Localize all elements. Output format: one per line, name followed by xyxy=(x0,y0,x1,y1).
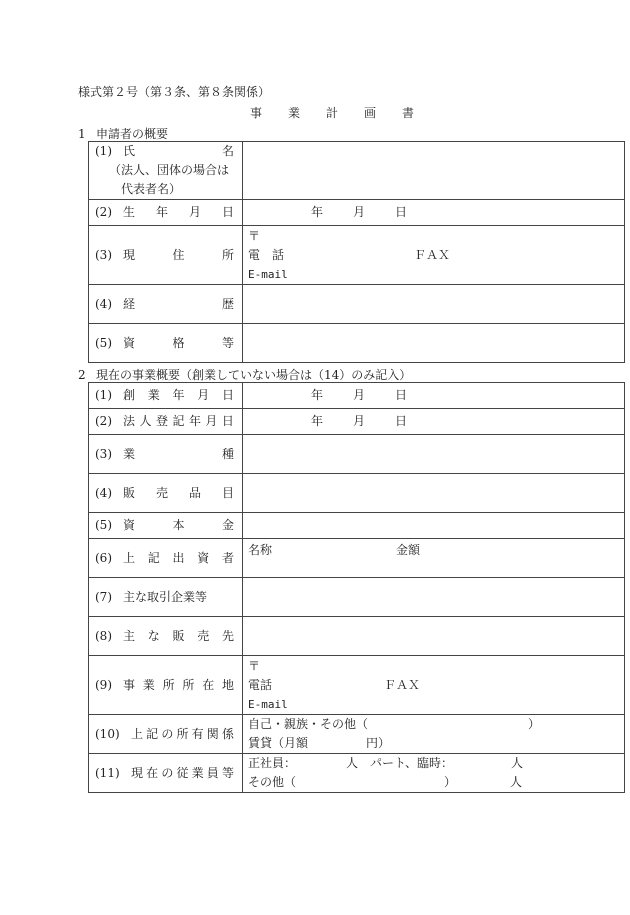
career-field[interactable] xyxy=(243,285,625,324)
investor-name-label: 名称 xyxy=(248,543,273,557)
section-title: 申請者の概要 xyxy=(96,127,169,141)
label-char: 資 xyxy=(123,335,136,350)
investor-amount-label: 金額 xyxy=(396,543,421,557)
label-char: 関 xyxy=(206,726,219,741)
document-title: 事業計画書 xyxy=(250,106,441,120)
label-birthdate: (2) 生 年 月 日 xyxy=(89,200,243,226)
label-char: 上 xyxy=(123,550,136,565)
label-char: 記 xyxy=(147,550,160,565)
label-char: 業 xyxy=(142,677,155,692)
office-location-field[interactable] xyxy=(243,656,625,715)
tel-label: 電話 xyxy=(248,677,273,692)
label-char: 員 xyxy=(206,765,219,780)
label-char: 名 xyxy=(221,144,234,158)
label-capital: (5) 資 本 金 xyxy=(89,513,243,539)
label-char: 月 xyxy=(188,205,201,219)
label-registration-date: (2) 法 人 登 記 年 月 日 xyxy=(89,409,243,435)
section-number: 2 xyxy=(78,368,86,382)
email-label: E-mail xyxy=(248,697,288,711)
section-1-heading xyxy=(78,125,168,142)
label-char: 人 xyxy=(139,414,152,428)
birthdate-field[interactable]: 年 月 日 xyxy=(243,200,625,226)
label-char: 記 xyxy=(172,414,185,428)
label-char: 出 xyxy=(172,550,185,565)
label-char: 先 xyxy=(221,628,234,643)
label-char: 法 xyxy=(123,414,136,428)
label-char: 地 xyxy=(221,677,234,692)
label-char: 等 xyxy=(221,765,234,780)
label-char: 在 xyxy=(202,677,215,692)
label-ownership: (10) 上 記 の 所 有 関 係 xyxy=(89,715,243,754)
label-char: 主 xyxy=(123,628,136,643)
industry-field[interactable] xyxy=(243,435,625,474)
label-char: 売 xyxy=(155,485,168,500)
label-char: 創 xyxy=(123,388,136,402)
label-char: 生 xyxy=(123,205,136,219)
label-char: 所 xyxy=(182,677,195,692)
label-char: 所 xyxy=(176,726,189,741)
label-char: 資 xyxy=(197,550,210,565)
label-char: 上 xyxy=(131,726,144,741)
business-overview-table xyxy=(88,382,625,793)
label-char: 所 xyxy=(162,677,175,692)
label-char: 売 xyxy=(197,628,210,643)
label-char: 金 xyxy=(221,518,234,532)
founding-date-field[interactable]: 年 月 日 xyxy=(243,383,625,409)
label-investors: (6) 上 記 出 資 者 xyxy=(89,539,243,578)
label-char: 住 xyxy=(172,247,185,262)
investors-field[interactable] xyxy=(243,539,625,578)
label-char: 業 xyxy=(147,388,160,402)
label-career: (4) 経 歴 xyxy=(89,285,243,324)
label-char: 年 xyxy=(172,388,185,402)
name-field[interactable] xyxy=(243,142,625,200)
capital-field[interactable] xyxy=(243,513,625,539)
label-founding-date: (1) 創 業 年 月 日 xyxy=(89,383,243,409)
label-char: 日 xyxy=(221,414,234,428)
label-employees: (11) 現 在 の 従 業 員 等 xyxy=(89,754,243,793)
form-number: 様式第２号（第３条、第８条関係） xyxy=(78,85,271,99)
postal-mark: 〒 xyxy=(248,228,261,243)
label-name: (1) 氏 名 （法人、団体の場合は 代表者名） xyxy=(89,142,243,200)
fax-label: ＦＡＸ xyxy=(384,677,421,692)
label-char: 経 xyxy=(123,296,136,311)
spaced-label xyxy=(123,142,242,161)
label-char: 種 xyxy=(221,446,234,461)
label-office-location: (9) 事 業 所 所 在 地 xyxy=(89,656,243,715)
main-customers-field[interactable] xyxy=(243,617,625,656)
label-char: 記 xyxy=(146,726,159,741)
registration-date-field[interactable]: 年 月 日 xyxy=(243,409,625,435)
label-char: 月 xyxy=(205,414,218,428)
tel-label: 電話 xyxy=(248,247,297,262)
label-char: 従 xyxy=(176,765,189,780)
label-char: 年 xyxy=(188,414,201,428)
label-char: の xyxy=(161,765,174,780)
employees-field[interactable]: 正社員： 人 パート、臨時： 人 その他（ ） 人 xyxy=(243,754,625,793)
section-title: 現在の事業概要（創業していない場合は（14）のみ記入） xyxy=(96,368,412,382)
label-industry: (3) 業 種 xyxy=(89,435,243,474)
label-char: 資 xyxy=(123,518,136,532)
postal-mark: 〒 xyxy=(248,658,261,673)
label-char: 年 xyxy=(155,205,168,219)
label-char: な xyxy=(147,628,160,643)
label-char: 業 xyxy=(191,765,204,780)
label-main-partners: (7) 主な取引企業等 xyxy=(89,578,243,617)
fax-label: ＦＡＸ xyxy=(414,247,451,262)
label-char: 有 xyxy=(191,726,204,741)
label-char: 格 xyxy=(172,335,185,350)
label-char: 氏 xyxy=(123,144,136,158)
label-char: 販 xyxy=(123,485,136,500)
label-char: 事 xyxy=(123,677,136,692)
label-char: 目 xyxy=(221,485,234,500)
section-number: 1 xyxy=(78,127,86,141)
label-products: (4) 販 売 品 目 xyxy=(89,474,243,513)
label-qualifications: (5) 資 格 等 xyxy=(89,324,243,363)
email-label: E-mail xyxy=(248,267,288,281)
label-char: 所 xyxy=(221,247,234,262)
label-char: 歴 xyxy=(221,296,234,311)
label-char: 業 xyxy=(123,446,136,461)
label-char: 等 xyxy=(221,335,234,350)
label-char: 品 xyxy=(188,485,201,500)
label-char: 現 xyxy=(131,765,144,780)
label-char: 係 xyxy=(221,726,234,741)
main-partners-field[interactable] xyxy=(243,578,625,617)
label-char: 日 xyxy=(221,388,234,402)
label-char: 日 xyxy=(221,205,234,219)
qualifications-field[interactable] xyxy=(243,324,625,363)
label-char: 現 xyxy=(123,247,136,262)
section-2-heading xyxy=(78,366,411,383)
applicant-overview-table xyxy=(88,141,625,363)
label-char: 登 xyxy=(155,414,168,428)
ownership-field[interactable]: 自己・親族・その他（ ） 賃貸（月額 円） xyxy=(243,715,625,754)
label-char: 者 xyxy=(221,550,234,565)
label-address: (3) 現 住 所 xyxy=(89,226,243,285)
label-char: 在 xyxy=(146,765,159,780)
label-char: 本 xyxy=(172,518,185,532)
label-char: 月 xyxy=(197,388,210,402)
label-char: の xyxy=(161,726,174,741)
label-main-customers: (8) 主 な 販 売 先 xyxy=(89,617,243,656)
address-field[interactable] xyxy=(243,226,625,285)
products-field[interactable] xyxy=(243,474,625,513)
label-char: 販 xyxy=(172,628,185,643)
